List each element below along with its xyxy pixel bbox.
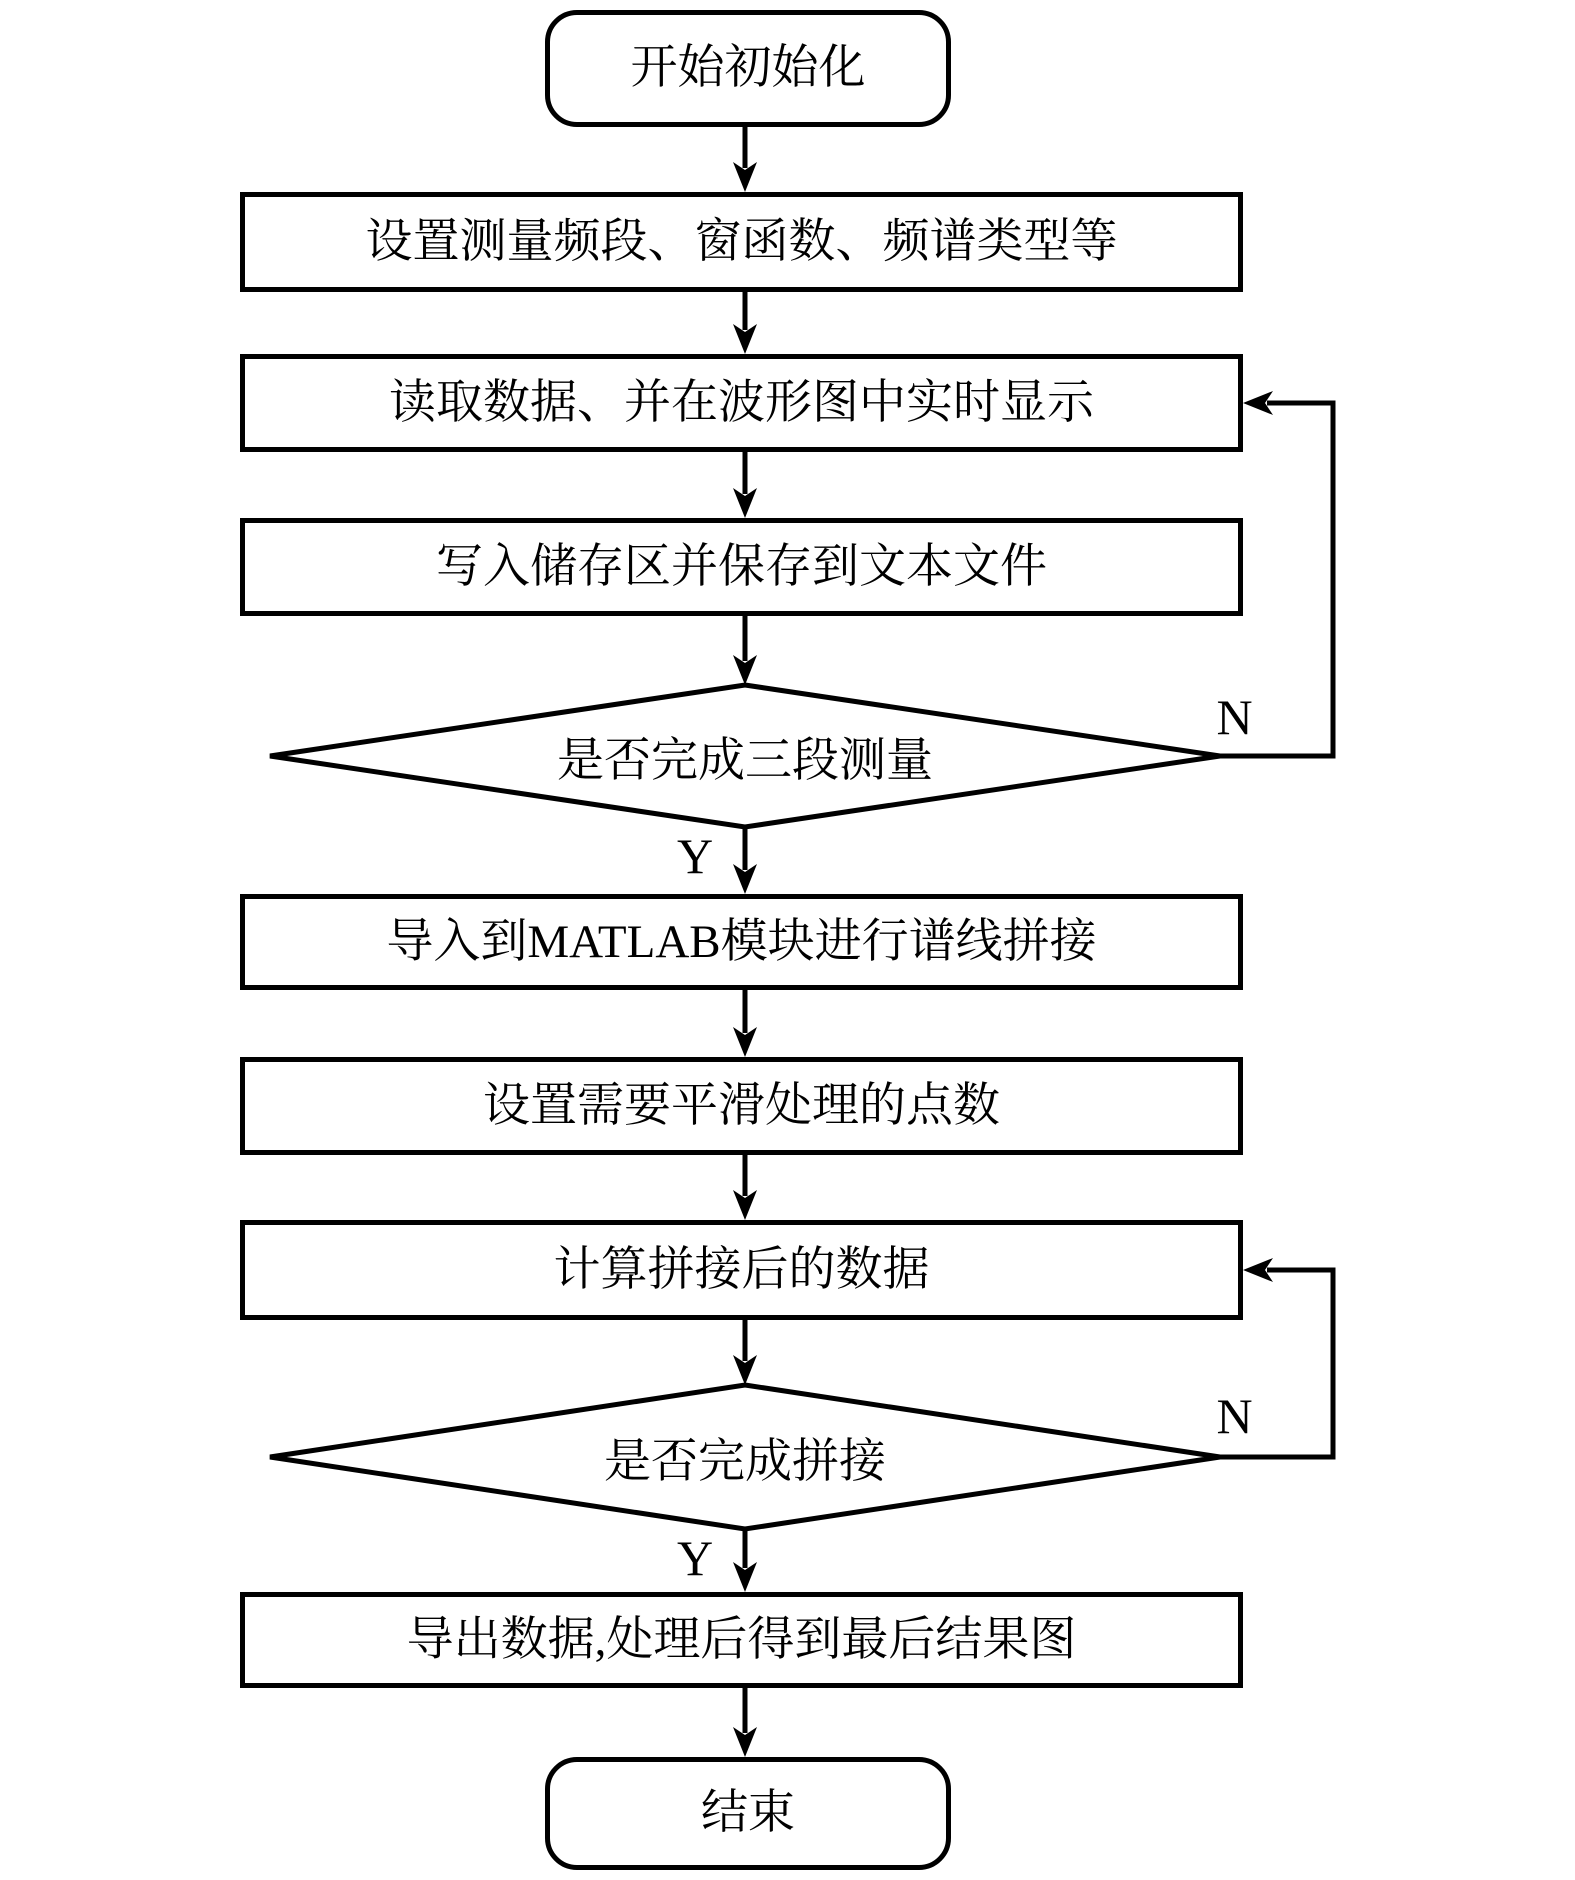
- splice-check-text: 是否完成拼接: [604, 1435, 886, 1488]
- branch-label-splice-no: [1192, 1385, 1277, 1447]
- splice-no-text: N: [1216, 1388, 1253, 1444]
- node-end-label: 结束: [701, 1787, 795, 1840]
- node-export-label: 导出数据,处理后得到最后结果图: [406, 1613, 1077, 1666]
- node-import-matlab: [240, 894, 1243, 990]
- node-splice-check-label: [270, 1385, 1220, 1529]
- node-smooth-label: 设置需要平滑处理的点数: [483, 1079, 1000, 1132]
- seg-no-text: N: [1216, 689, 1253, 745]
- node-end: [545, 1757, 951, 1870]
- branch-label-splice-yes: [655, 1528, 735, 1588]
- node-calc-label: 计算拼接后的数据: [553, 1243, 930, 1296]
- node-calc: [240, 1220, 1243, 1320]
- seg-check-text: 是否完成三段测量: [557, 734, 933, 787]
- seg-yes-text: Y: [676, 828, 714, 884]
- node-setup-label: 设置测量频段、窗函数、频谱类型等: [365, 215, 1118, 268]
- node-smooth: [240, 1057, 1243, 1155]
- node-read: [240, 354, 1243, 452]
- node-seg-check-label: [270, 685, 1220, 827]
- node-export: [240, 1592, 1243, 1688]
- node-read-label: 读取数据、并在波形图中实时显示: [389, 376, 1094, 429]
- splice-yes-text: Y: [676, 1530, 714, 1586]
- node-write: [240, 518, 1243, 616]
- branch-label-seg-no: [1192, 686, 1277, 748]
- node-import-matlab-label: 导入到MATLAB模块进行谱线拼接: [386, 915, 1097, 968]
- node-start: [545, 10, 951, 127]
- node-start-label: 开始初始化: [630, 42, 866, 95]
- branch-label-seg-yes: [655, 826, 735, 886]
- node-setup: [240, 192, 1243, 292]
- node-write-label: 写入储存区并保存到文本文件: [436, 540, 1047, 593]
